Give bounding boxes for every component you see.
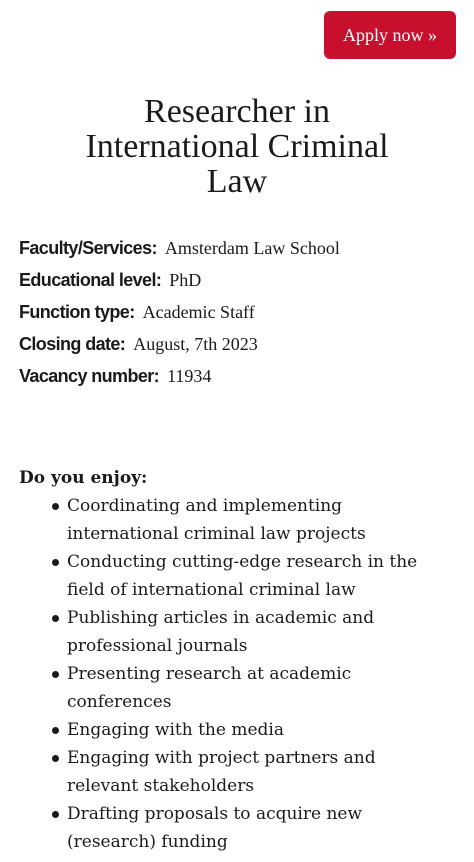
list-item-text-line: relevant stakeholders [67, 776, 255, 796]
list-item-text-line: Conducting cutting-edge research in the [67, 552, 418, 572]
list-item-text-line: (research) funding [67, 832, 228, 852]
list-item [19, 604, 459, 660]
list-item-text-line: field of international criminal law [67, 580, 356, 600]
detail-label: Vacancy number: [19, 365, 160, 386]
list-item-text-line: professional journals [67, 636, 248, 656]
list-item [19, 800, 459, 856]
detail-label: Educational level: [19, 269, 162, 290]
list-item-text-line: Coordinating and implementing [67, 496, 343, 516]
detail-value: Academic Staff [142, 301, 255, 322]
detail-value: Amsterdam Law School [164, 237, 340, 258]
page-title-line: Law [206, 163, 268, 200]
detail-label: Faculty/Services: [19, 237, 157, 258]
list-item-text-line: international criminal law projects [67, 524, 366, 544]
detail-value: August, 7th 2023 [133, 333, 258, 354]
page-title-line: International Criminal [85, 128, 389, 165]
list-item [19, 716, 459, 744]
detail-closing-date [19, 328, 459, 360]
detail-label: Function type: [19, 301, 135, 322]
list-item [19, 744, 459, 800]
detail-label: Closing date: [19, 333, 126, 354]
bullet-icon [52, 503, 59, 510]
detail-faculty [19, 232, 459, 264]
list-item-text-line: Presenting research at academic [67, 664, 352, 684]
bullet-icon [52, 559, 59, 566]
list-item-text-line: Publishing articles in academic and [67, 608, 375, 628]
list-item-text-line: conferences [67, 692, 172, 712]
do-you-enjoy-section [19, 464, 459, 856]
bullet-icon [52, 811, 59, 818]
bullet-icon [52, 615, 59, 622]
list-item-text-line: Drafting proposals to acquire new [67, 804, 363, 824]
detail-educational-level [19, 264, 459, 296]
enjoy-list [19, 492, 459, 856]
list-item [19, 548, 459, 604]
detail-value: PhD [169, 269, 202, 290]
detail-function-type [19, 296, 459, 328]
apply-now-button[interactable]: Apply now » [324, 11, 456, 59]
page-title [0, 94, 474, 199]
vacancy-details [19, 232, 459, 392]
section-heading: Do you enjoy: [19, 468, 148, 488]
bullet-icon [52, 755, 59, 762]
list-item [19, 492, 459, 548]
detail-value: 11934 [167, 365, 212, 386]
list-item [19, 660, 459, 716]
bullet-icon [52, 727, 59, 734]
detail-vacancy-number [19, 360, 459, 392]
page-title-line: Researcher in [144, 93, 330, 130]
list-item-text-line: Engaging with the media [67, 720, 284, 740]
list-item-text-line: Engaging with project partners and [67, 748, 376, 768]
bullet-icon [52, 671, 59, 678]
